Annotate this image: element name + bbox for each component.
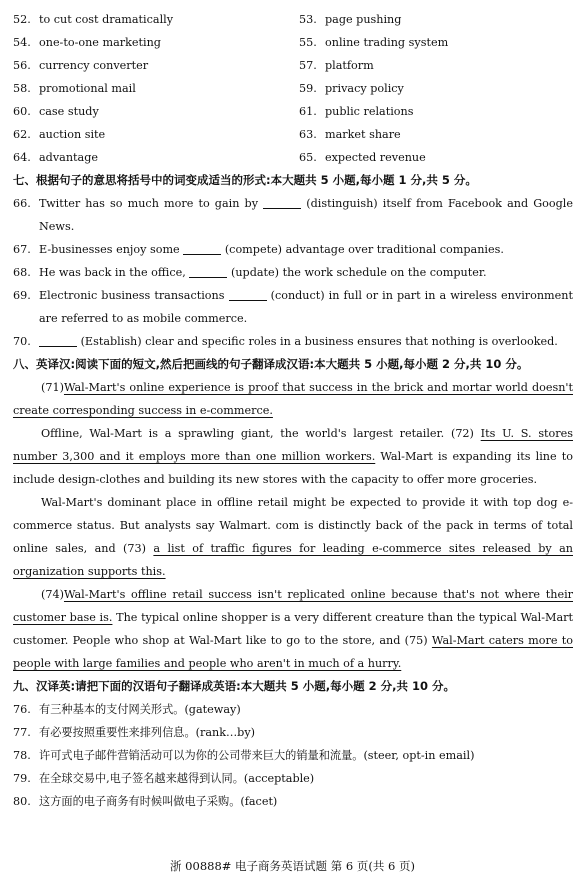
vocab-term: market share: [325, 128, 401, 141]
answer-blank: [183, 242, 221, 255]
answer-blank: [229, 288, 267, 301]
underlined-sentence-74: Wal-Mart's offline retail success isn't replicated online because that's not where their customer base is.: [13, 588, 573, 624]
vocab-item: [13, 100, 299, 123]
passage-paragraph-2: [13, 422, 573, 491]
vocab-item: [299, 8, 573, 31]
question-number: 64.: [13, 151, 31, 164]
translation-item: [13, 790, 573, 813]
page-footer: 浙 00888# 电子商务英语试题 第 6 页(共 6 页): [170, 859, 415, 873]
vocab-term: case study: [39, 105, 99, 118]
vocab-grid: [13, 8, 573, 169]
chinese-sentence: 这方面的电子商务有时候叫做电子采购。(facet): [39, 795, 278, 808]
question-number: 53.: [299, 13, 317, 26]
question-number: 65.: [299, 151, 317, 164]
question-number: 79.: [13, 772, 31, 785]
question-text: Electronic business transactions: [39, 289, 225, 302]
question-number: 77.: [13, 726, 31, 739]
question-number: 55.: [299, 36, 317, 49]
question-66: [13, 192, 573, 238]
vocab-item: [299, 100, 573, 123]
question-text: He was back in the office,: [39, 266, 186, 279]
vocab-item: [299, 31, 573, 54]
passage-text: The typical online shopper is a very different creature than the typical Wal-Mart customer. People who shop at Wal-Mart like to go to the store, and (75): [13, 611, 574, 647]
question-text: (conduct) in full or in part in a wireless environment are referred to as mobile commerce.: [39, 289, 573, 325]
translation-item: [13, 698, 573, 721]
question-70: [13, 330, 573, 353]
vocab-term: public relations: [325, 105, 414, 118]
vocab-term: online trading system: [325, 36, 449, 49]
section7-heading: 七、根据句子的意思将括号中的词变成适当的形式:本大题共 5 小题,每小题 1 分,共 5 分。: [13, 173, 477, 187]
question-number: 70.: [13, 335, 31, 348]
chinese-sentence: 在全球交易中,电子签名越来越得到认同。(acceptable): [39, 772, 315, 785]
question-number: 58.: [13, 82, 31, 95]
question-number: 68.: [13, 266, 31, 279]
vocab-item: [13, 77, 299, 100]
answer-blank: [263, 196, 301, 209]
vocab-item: [13, 123, 299, 146]
question-number: 60.: [13, 105, 31, 118]
translation-list: [13, 698, 573, 813]
sentence-marker: (71): [41, 381, 64, 394]
question-number: 69.: [13, 289, 31, 302]
question-text: E-businesses enjoy some: [39, 243, 180, 256]
question-number: 78.: [13, 749, 31, 762]
question-number: 54.: [13, 36, 31, 49]
translation-item: [13, 744, 573, 767]
vocab-term: page pushing: [325, 13, 402, 26]
vocab-item: [299, 123, 573, 146]
passage-paragraph-4: [13, 583, 573, 675]
vocab-term: expected revenue: [325, 151, 426, 164]
question-67: [13, 238, 573, 261]
question-text: (Establish) clear and specific roles in a business ensures that nothing is overlooked.: [80, 335, 558, 348]
question-number: 67.: [13, 243, 31, 256]
vocab-term: advantage: [39, 151, 98, 164]
question-number: 76.: [13, 703, 31, 716]
vocab-item: [13, 54, 299, 77]
underlined-sentence-72: Its U. S. stores number 3,300 and it employs more than one million workers.: [13, 427, 573, 463]
question-number: 62.: [13, 128, 31, 141]
passage-text: Wal-Mart's dominant place in offline retail might be expected to provide it with top dog e-commerce status. But analysts say Walmart. com is distinctly back of the pack in terms of total online sales, and (73): [13, 496, 573, 555]
question-number: 57.: [299, 59, 317, 72]
section8-heading: 八、英译汉:阅读下面的短文,然后把画线的句子翻译成汉语:本大题共 5 小题,每小题 2 分,共 10 分。: [13, 357, 529, 371]
question-number: 56.: [13, 59, 31, 72]
vocab-item: [299, 54, 573, 77]
passage-paragraph-3: [13, 491, 573, 583]
vocab-item: [299, 146, 573, 169]
question-number: 63.: [299, 128, 317, 141]
vocab-term: currency converter: [39, 59, 149, 72]
answer-blank: [39, 334, 77, 347]
vocab-item: [13, 31, 299, 54]
question-number: 59.: [299, 82, 317, 95]
sentence-marker: (74): [41, 588, 64, 601]
passage-text: Offline, Wal-Mart is a sprawling giant, the world's largest retailer. (72): [41, 427, 474, 440]
question-number: 52.: [13, 13, 31, 26]
vocab-term: privacy policy: [325, 82, 404, 95]
passage-text: Wal-Mart is expanding its line to include design-clothes and building its new stores with the capacity to offer more groceries.: [13, 450, 573, 486]
chinese-sentence: 许可式电子邮件营销活动可以为你的公司带来巨大的销量和流量。(steer, opt-in email): [39, 749, 475, 762]
underlined-sentence-73: a list of traffic figures for leading e-commerce sites released by an organization supports this.: [13, 542, 573, 578]
chinese-sentence: 有三种基本的支付网关形式。(gateway): [39, 703, 241, 716]
passage-paragraph-1: [13, 376, 573, 422]
question-69: [13, 284, 573, 330]
question-number: 61.: [299, 105, 317, 118]
vocab-item: [13, 146, 299, 169]
underlined-sentence-75: Wal-Mart caters more to people with large families and people who aren't in much of a hurry.: [13, 634, 573, 670]
question-number: 80.: [13, 795, 31, 808]
question-number: 66.: [13, 197, 31, 210]
translation-item: [13, 721, 573, 744]
vocab-term: platform: [325, 59, 374, 72]
chinese-sentence: 有必要按照重要性来排列信息。(rank…by): [39, 726, 256, 739]
vocab-item: [13, 8, 299, 31]
vocab-term: to cut cost dramatically: [39, 13, 174, 26]
question-68: [13, 261, 573, 284]
vocab-term: auction site: [39, 128, 106, 141]
question-text: (update) the work schedule on the computer.: [230, 266, 487, 279]
vocab-term: one-to-one marketing: [39, 36, 161, 49]
section9-heading: 九、汉译英:请把下面的汉语句子翻译成英语:本大题共 5 小题,每小题 2 分,共 10 分。: [13, 679, 455, 693]
question-text: Twitter has so much more to gain by: [39, 197, 259, 210]
vocab-item: [299, 77, 573, 100]
question-text: (compete) advantage over traditional companies.: [224, 243, 504, 256]
vocab-term: promotional mail: [39, 82, 136, 95]
answer-blank: [189, 265, 227, 278]
underlined-sentence-71: Wal-Mart's online experience is proof that success in the brick and mortar world doesn't create corresponding success in e-commerce.: [13, 381, 573, 417]
translation-item: [13, 767, 573, 790]
question-text: (distinguish) itself from Facebook and Google News.: [39, 197, 573, 233]
exam-page: [13, 8, 573, 813]
